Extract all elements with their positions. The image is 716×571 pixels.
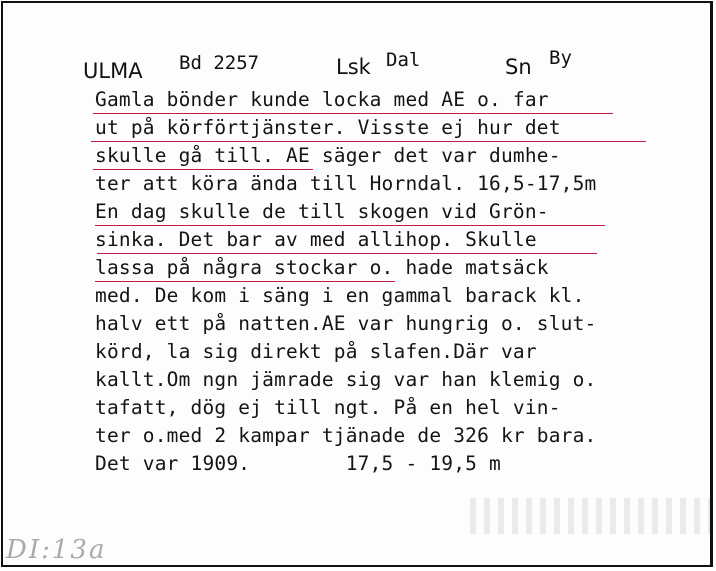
text-line: körd, la sig direkt på slafen.Där var [95,340,537,363]
sn-label: Sn [505,55,532,79]
text-line: ut på körförtjänster. Visste ej hur det [95,116,561,139]
underline-mark [95,281,395,282]
underline-mark [93,113,613,114]
underline-mark [97,253,597,254]
text-line: kallt.Om ngn jämrade sig var han klemig o. [95,368,597,391]
underline-mark [95,225,605,226]
text-line: ter att köra ända till Horndal. 16,5-17,5m [95,172,597,195]
text-line: tafatt, dög ej till ngt. På en hel vin- [95,396,561,419]
lsk-label: Lsk [336,55,371,79]
text-line: sinka. Det bar av med allihop. Skulle [95,228,537,251]
text-line: lassa på några stockar o. hade matsäck [95,256,549,279]
text-line: skulle gå till. AE säger det var dumhe- [95,144,561,167]
bleed-through-mark [470,498,710,534]
underline-mark [93,169,313,170]
catalog-number: DI:13a [6,535,107,565]
card-header [3,47,710,87]
sn-value: By [549,47,572,69]
text-line: halv ett på natten.AE var hungrig o. slut- [95,312,597,335]
text-line: Gamla bönder kunde locka med AE o. far [95,88,549,111]
text-line: En dag skulle de till skogen vid Grön- [95,200,549,223]
underline-mark [91,141,646,142]
lsk-value: Dal [386,49,421,71]
bd-value: Bd 2257 [179,52,260,74]
ulma-label: ULMA [83,59,143,83]
text-line: ter o.med 2 kampar tjänade de 326 kr bara. [95,424,597,447]
text-line: med. De kom i säng i en gammal barack kl. [95,284,585,307]
text-line: Det var 1909. 17,5 - 19,5 m [95,452,501,475]
